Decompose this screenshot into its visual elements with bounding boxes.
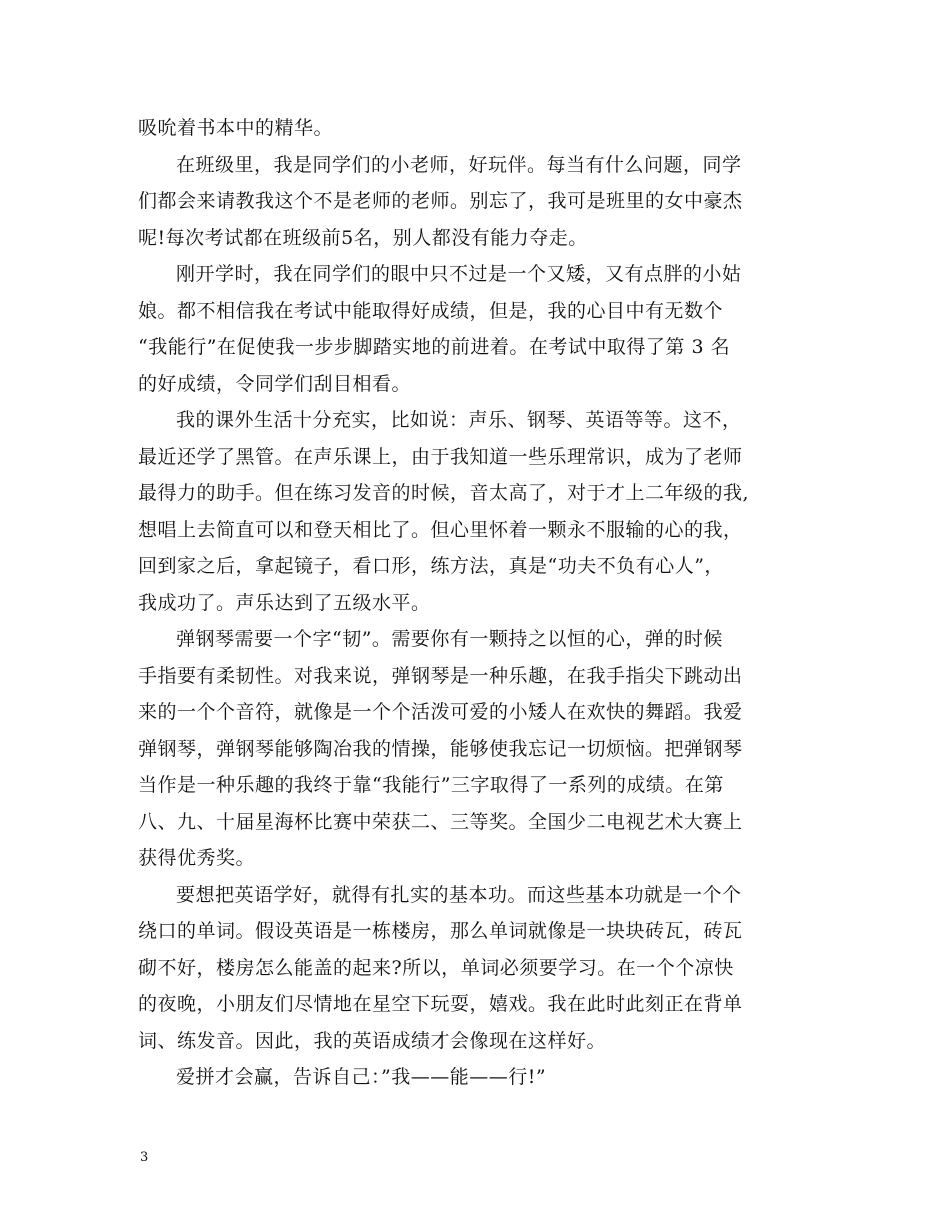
text-line: 砌不好，楼房怎么能盖的起来?所以，单词必须要学习。在一个个凉快 <box>138 956 734 979</box>
text-line: 刚开学时，我在同学们的眼中只不过是一个又矮，又有点胖的小姑 <box>176 263 742 285</box>
text-line: 弹钢琴，弹钢琴能够陶冶我的情操，能够使我忘记一切烦恼。把弹钢琴 <box>138 737 743 760</box>
text-line: 词、练发音。因此，我的英语成绩才会像现在这样好。 <box>138 1029 607 1052</box>
text-line: 来的一个个音符，就像是一个个活泼可爱的小矮人在欢快的舞蹈。我爱 <box>138 701 743 723</box>
text-line: 手指要有柔韧性。对我来说，弹钢琴是一种乐趣，在我手指尖下跳动出 <box>138 664 743 687</box>
text-line: 吸吮着书本中的精华。 <box>138 117 334 139</box>
text-line: 在班级里，我是同学们的小老师，好玩伴。每当有什么问题，同学 <box>176 153 742 176</box>
text-line: 我的课外生活十分充实，比如说：声乐、钢琴、英语等等。这不， <box>176 409 742 431</box>
text-line: 们都会来请教我这个不是老师的老师。别忘了，我可是班里的女中豪杰 <box>138 190 743 212</box>
text-line: 最近还学了黑管。在声乐课上，由于我知道一些乐理常识，成为了老师 <box>138 445 743 468</box>
text-line: 想唱上去简直可以和登天相比了。但心里怀着一颗永不服输的心的我， <box>138 518 743 541</box>
text-line: 爱拼才会赢，告诉自己：”我——能——行!” <box>176 1066 547 1088</box>
body-text <box>138 110 828 1096</box>
text-line: “我能行”在促使我一步步脚踏实地的前进着。在考试中取得了第 3 名 <box>138 336 731 358</box>
text-line: 的好成绩，令同学们刮目相看。 <box>138 372 412 395</box>
text-line: 获得优秀奖。 <box>138 847 256 869</box>
text-line: 要想把英语学好，就得有扎实的基本功。而这些基本功就是一个个 <box>176 883 742 906</box>
text-line: 娘。都不相信我在考试中能取得好成绩，但是，我的心目中有无数个 <box>138 299 724 322</box>
text-line: 最得力的助手。但在练习发音的时候，音太高了，对于才上二年级的我, <box>138 482 750 504</box>
text-line: 的夜晚，小朋友们尽情地在星空下玩耍，嬉戏。我在此时此刻正在背单 <box>138 993 743 1015</box>
page-number: 3 <box>140 1150 149 1165</box>
text-line: 我成功了。声乐达到了五级水平。 <box>138 591 431 614</box>
text-line: 八、九、十届星海杯比赛中荣获二、三等奖。全国少二电视艺术大赛上 <box>138 810 743 833</box>
text-line: 弹钢琴需要一个字“韧”。需要你有一颗持之以恒的心，弹的时候 <box>176 628 723 650</box>
text-line: 回到家之后，拿起镜子，看口形，练方法，真是“功夫不负有心人”， <box>138 555 724 577</box>
text-line: 呢!每次考试都在班级前5名，别人都没有能力夺走。 <box>138 226 588 249</box>
text-line: 绕口的单词。假设英语是一栋楼房，那么单词就像是一块块砖瓦，砖瓦 <box>138 920 743 942</box>
text-line: 当作是一种乐趣的我终于靠“我能行”三字取得了一系列的成绩。在第 <box>138 774 724 796</box>
